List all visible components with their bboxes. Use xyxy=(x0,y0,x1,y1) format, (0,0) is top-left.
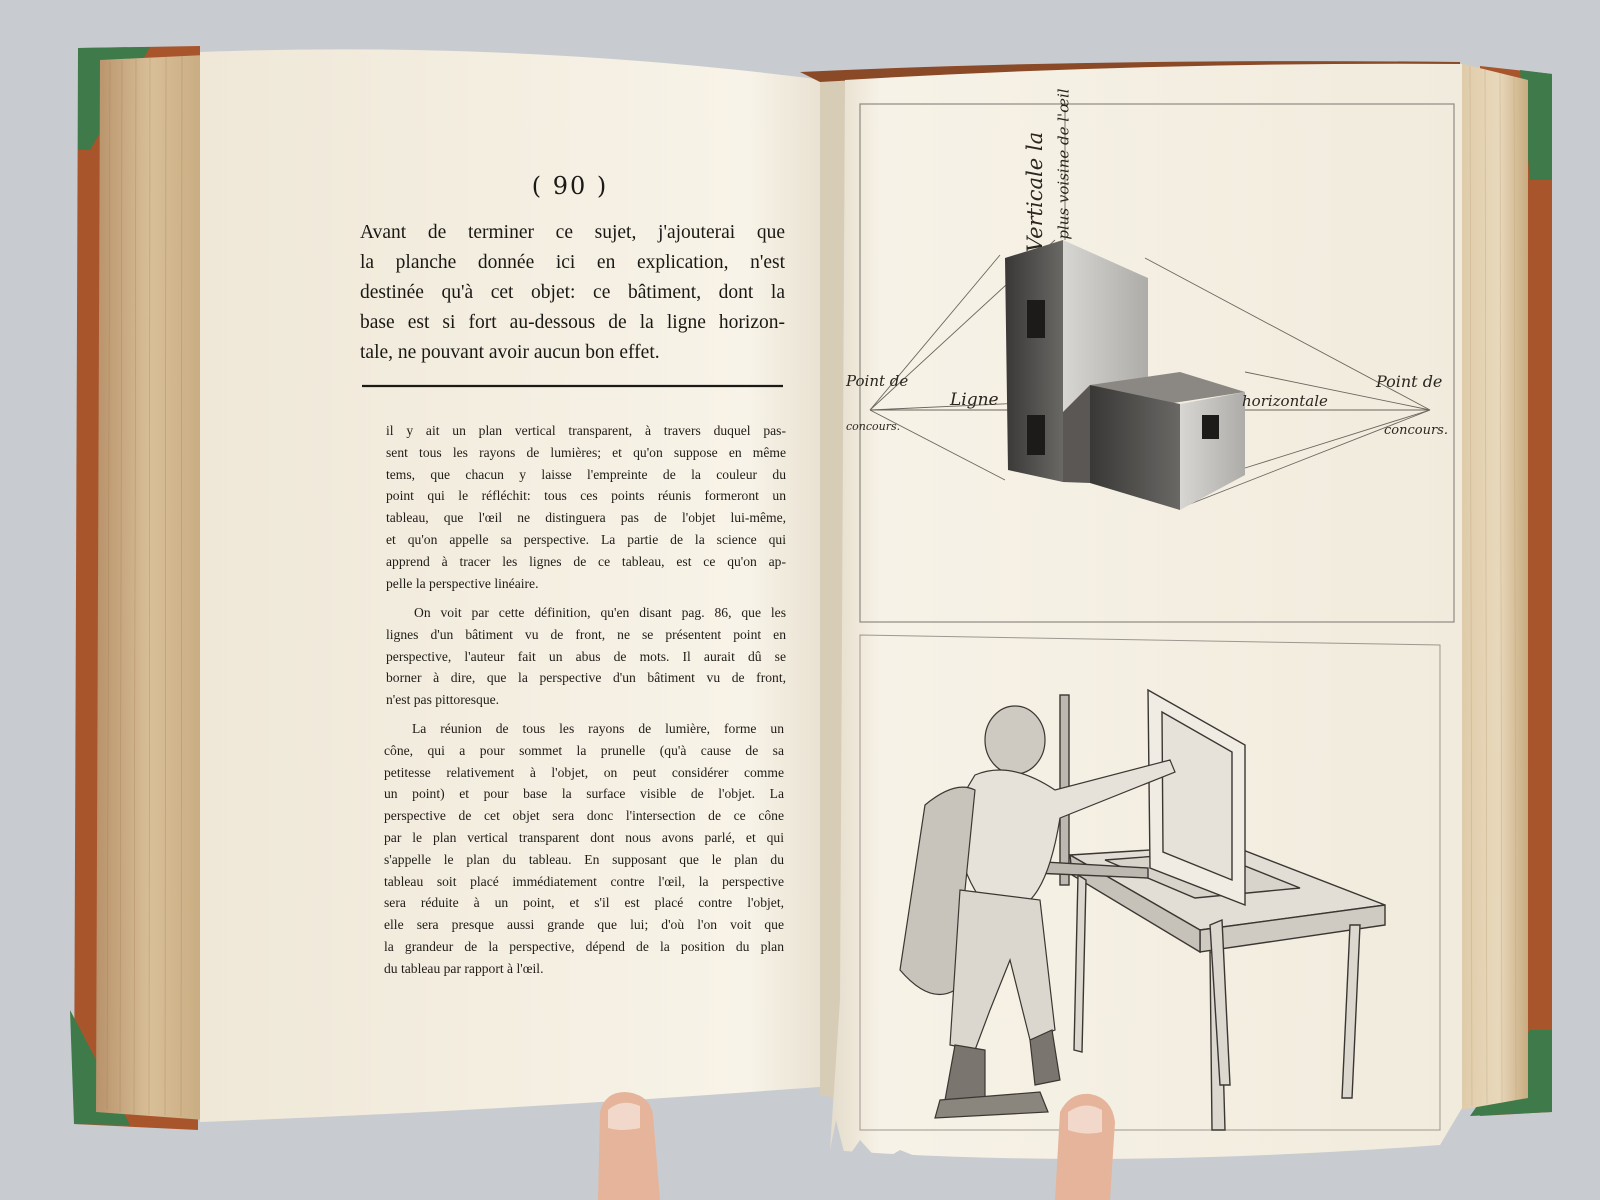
label-point-de-right: Point de xyxy=(1376,372,1443,391)
text-line: petitesse relativement à l'objet, on peut considérer comme xyxy=(384,764,784,780)
label-concours-left: concours. xyxy=(846,420,901,433)
lead-line: base est si fort au-dessous de la ligne horizon- xyxy=(360,312,785,333)
text-line: un point) et pour base la surface visible de l'objet. La xyxy=(384,786,784,802)
text-line: On voit par cette définition, qu'en disant pag. 86, que les xyxy=(414,605,786,620)
text-line: s'appelle le plan du tableau. En supposant que le plan du xyxy=(384,851,784,867)
text-line: perspective, l'auteur fait un abus de mots. Il aurait dû se xyxy=(386,648,786,664)
text-line: la grandeur de la perspective, dépend de la position du plan xyxy=(384,938,784,954)
lead-line: destinée qu'à cet objet: ce bâtiment, dont la xyxy=(360,282,785,303)
text-line: cône, qui a pour sommet la prunelle (qu'à cause de sa xyxy=(384,742,784,758)
text-line: sent tous les rayons de lumières; et qu'on suppose en même xyxy=(386,444,786,460)
text-line: La réunion de tous les rayons de lumière, forme un xyxy=(412,721,784,736)
text-line: borner à dire, que la perspective d'un bâtiment vu de front, xyxy=(386,670,786,686)
text-line: elle sera presque aussi grande que lui; d'où l'on voit que xyxy=(384,917,784,933)
text-line: perspective de cet objet sera donc l'intersection de ce cône xyxy=(384,808,784,824)
text-line: point qui le réfléchit: tous ces points réunis formeront un xyxy=(386,488,786,504)
text-line: pelle la perspective linéaire. xyxy=(386,575,539,591)
text-line: tableau soit placé immédiatement contre l'œil, la perspective xyxy=(384,873,784,889)
label-concours-right: concours. xyxy=(1384,423,1448,438)
lead-paragraph xyxy=(360,218,785,368)
body-paragraph-1 xyxy=(386,420,786,594)
body-paragraph-2 xyxy=(386,602,786,711)
label-ligne: Ligne xyxy=(950,390,999,410)
page-number: ( 90 ) xyxy=(531,172,609,200)
right-page-edges xyxy=(1455,62,1528,1110)
lead-line: Avant de terminer ce sujet, j'ajouterai que xyxy=(360,222,785,243)
text-line: apprend à tracer les lignes de ce tableau, est ce qu'on ap- xyxy=(386,553,786,569)
body-paragraph-3 xyxy=(384,718,784,980)
text-line: lignes d'un bâtiment vu de front, ne se présentent point en xyxy=(386,626,786,642)
label-point-de-left: Point de xyxy=(846,372,909,390)
text-line: n'est pas pittoresque. xyxy=(386,692,500,708)
label-plus-voisine: plus voisine de l'œil xyxy=(1054,88,1073,240)
text-line: tems, que chacun y laisse l'empreinte de la couleur du xyxy=(386,466,786,482)
text-line: il y ait un plan vertical transparent, à travers duquel pas- xyxy=(386,423,786,438)
lead-line: la planche donnée ici en explication, n'est xyxy=(360,252,785,273)
label-horizontale: horizontale xyxy=(1242,392,1328,410)
left-page-edges xyxy=(96,55,205,1120)
text-line: du tableau par rapport à l'œil. xyxy=(384,960,544,976)
text-line: par le plan vertical transparent dont nous avons parlé, et qui xyxy=(384,829,784,845)
text-line: sera réduite à un point, et s'il est placé contre l'objet, xyxy=(384,895,784,911)
text-line: tableau, que l'œil ne distinguera pas de l'objet lui-même, xyxy=(386,510,786,526)
text-line: et qu'on appelle sa perspective. La partie de la science qui xyxy=(386,531,786,547)
right-page xyxy=(830,64,1462,1159)
lead-line: tale, ne pouvant avoir aucun bon effet. xyxy=(360,342,660,363)
label-verticale: Verticale la xyxy=(1023,131,1048,253)
